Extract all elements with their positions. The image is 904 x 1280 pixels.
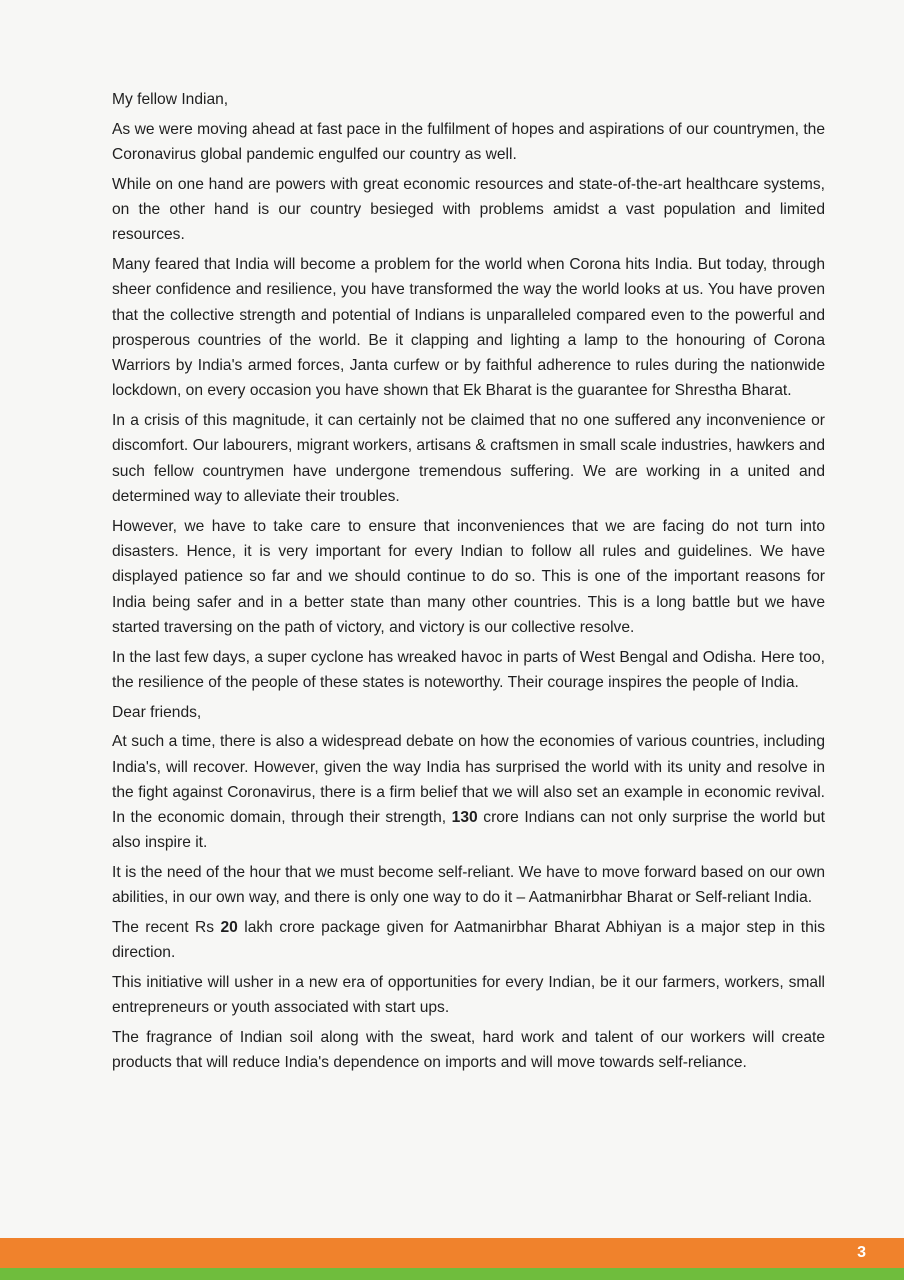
paragraph-4: In a crisis of this magnitude, it can certainly not be claimed that no one suffered any inconvenience or discomfort. Our labourers, migrant workers, artisans & craftsmen in small scale industries, hawkers and such fellow countrymen have undergone tremendous suffering. We are working in a united and determined way to alleviate their troubles. — [112, 412, 825, 506]
paragraph-6: In the last few days, a super cyclone has wreaked havoc in parts of West Bengal and Odisha. Here too, the resilience of the people of these states is noteworthy. Their courage inspires the people of India. — [112, 648, 825, 691]
footer-orange-band — [0, 1238, 904, 1268]
paragraph-8-text-b: crore Indians can not only surprise the world but also inspire it. — [112, 809, 825, 852]
paragraph-7: Dear friends, — [112, 703, 202, 721]
paragraph-5: However, we have to take care to ensure that inconveniences that we are facing do not turn into disasters. Hence, it is very important for every Indian to follow all rules and guidelines. We have displayed patience so far and we should continue to do so. This is one of the important reasons for India being safer and in a better state than many other countries. This is a long battle but we have started traversing on the path of victory, and victory is our collective resolve. — [112, 517, 825, 636]
paragraph-11: This initiative will usher in a new era of opportunities for every Indian, be it our farmers, workers, small entrepreneurs or youth associated with start ups. — [112, 974, 825, 1017]
salutation: My fellow Indian, — [112, 91, 229, 108]
paragraph-8-text-a: At such a time, there is also a widespread debate on how the economies of various countries, including India's, will recover. However, given the way India has surprised the world with its unity and resolve in the fight against Coronavirus, there is a firm belief that we will also set an example in economic revival. In the economic domain, through their strength, — [112, 733, 825, 827]
footer-green-band — [0, 1268, 904, 1280]
paragraph-12: The fragrance of Indian soil along with the sweat, hard work and talent of our workers will create products that will reduce India's dependence on imports and will move towards self-reliance. — [112, 1029, 825, 1072]
paragraph-10-text-b: lakh crore package given for Aatmanirbhar Bharat Abhiyan is a major step in this direction. — [112, 919, 825, 962]
paragraph-1: As we were moving ahead at fast pace in the fulfilment of hopes and aspirations of our countrymen, the Coronavirus global pandemic engulfed our country as well. — [112, 120, 825, 163]
letter-body — [112, 87, 825, 1080]
page-number: 3 — [857, 1244, 866, 1261]
paragraph-3: Many feared that India will become a problem for the world when Corona hits India. But today, through sheer confidence and resilience, you have transformed the way the world looks at us. You have proven that the collective strength and potential of Indians is unparalleled compared even to the powerful and prosperous countries of the world. Be it clapping and lighting a lamp to the honouring of Corona Warriors by India's armed forces, Janta curfew or by faithful adherence to rules during the nationwide lockdown, on every occasion you have shown that Ek Bharat is the guarantee for Shrestha Bharat. — [112, 255, 825, 400]
paragraph-9: It is the need of the hour that we must become self-reliant. We have to move forward based on our own abilities, in our own way, and there is only one way to do it – Aatmanirbhar Bharat or Self-reliant India. — [112, 864, 825, 907]
paragraph-2: While on one hand are powers with great economic resources and state-of-the-art healthcare systems, on the other hand is our country besieged with problems amidst a vast population and limited resources. — [112, 175, 825, 244]
paragraph-10-text-a: The recent Rs — [112, 919, 215, 937]
paragraph-10-number: 20 — [220, 919, 238, 937]
paragraph-8 — [112, 729, 825, 855]
paragraph-10 — [112, 915, 825, 966]
paragraph-8-number: 130 — [451, 809, 478, 827]
